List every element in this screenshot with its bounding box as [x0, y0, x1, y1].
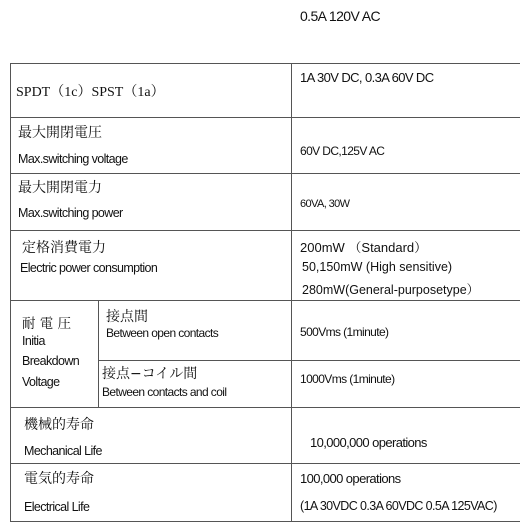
max-power-label-jp: 最大開閉電力	[18, 180, 102, 196]
mechanical-life-label-en: Mechanical Life	[24, 444, 102, 458]
max-voltage-label-jp: 最大開閉電圧	[18, 125, 102, 141]
contact-form-value: 1A 30V DC, 0.3A 60V DC	[300, 70, 434, 85]
power-consumption-label-en: Electric power consumption	[20, 261, 158, 275]
column-divider	[291, 63, 292, 521]
row-divider	[10, 300, 520, 301]
power-consumption-value-standard: 200mW （Standard）	[300, 240, 428, 255]
row-divider	[10, 407, 520, 408]
breakdown-label-en-2: Breakdown	[22, 354, 80, 368]
mechanical-life-value: 10,000,000 operations	[310, 435, 427, 450]
open-contacts-value: 500Vms (1minute)	[300, 325, 389, 339]
power-consumption-value-general: 280mW(General-purposetype）	[302, 283, 480, 297]
contact-form-label: SPDT（1c）SPST（1a）	[16, 85, 165, 100]
max-power-value: 60VA, 30W	[300, 198, 350, 210]
table-top-border	[10, 63, 520, 64]
row-divider	[10, 117, 520, 118]
table-left-border	[10, 63, 11, 521]
power-consumption-label-jp: 定格消費電力	[22, 240, 106, 256]
contacts-coil-label-en: Between contacts and coil	[102, 385, 227, 399]
open-contacts-label-en: Between open contacts	[106, 326, 219, 340]
top-rating-value: 0.5A 120V AC	[300, 8, 380, 24]
mechanical-life-label-jp: 機械的寿命	[24, 417, 94, 433]
row-divider	[10, 463, 520, 464]
breakdown-label-jp: 耐 電 圧	[22, 316, 72, 332]
breakdown-label-en-3: Voltage	[22, 375, 60, 389]
electrical-life-value-conditions: (1A 30VDC 0.3A 60VDC 0.5A 125VAC)	[300, 499, 497, 513]
contacts-coil-value: 1000Vms (1minute)	[300, 372, 395, 386]
table-bottom-border	[10, 521, 520, 522]
open-contacts-label-jp: 接点間	[106, 309, 148, 325]
electrical-life-label-en: Electrical Life	[24, 500, 90, 514]
breakdown-subcolumn-divider	[98, 300, 99, 407]
subrow-divider	[98, 360, 520, 361]
row-divider	[10, 230, 520, 231]
max-power-label-en: Max.switching power	[18, 206, 123, 220]
max-voltage-value: 60V DC,125V AC	[300, 144, 385, 158]
contacts-coil-label-jp: 接点−コイル間	[102, 366, 198, 382]
electrical-life-label-jp: 電気的寿命	[24, 471, 94, 487]
power-consumption-value-high-sensitive: 50,150mW (High sensitive)	[302, 260, 453, 274]
row-divider	[10, 173, 520, 174]
breakdown-label-en-1: Initia	[22, 334, 45, 348]
electrical-life-value-ops: 100,000 operations	[300, 471, 401, 486]
max-voltage-label-en: Max.switching voltage	[18, 152, 128, 166]
